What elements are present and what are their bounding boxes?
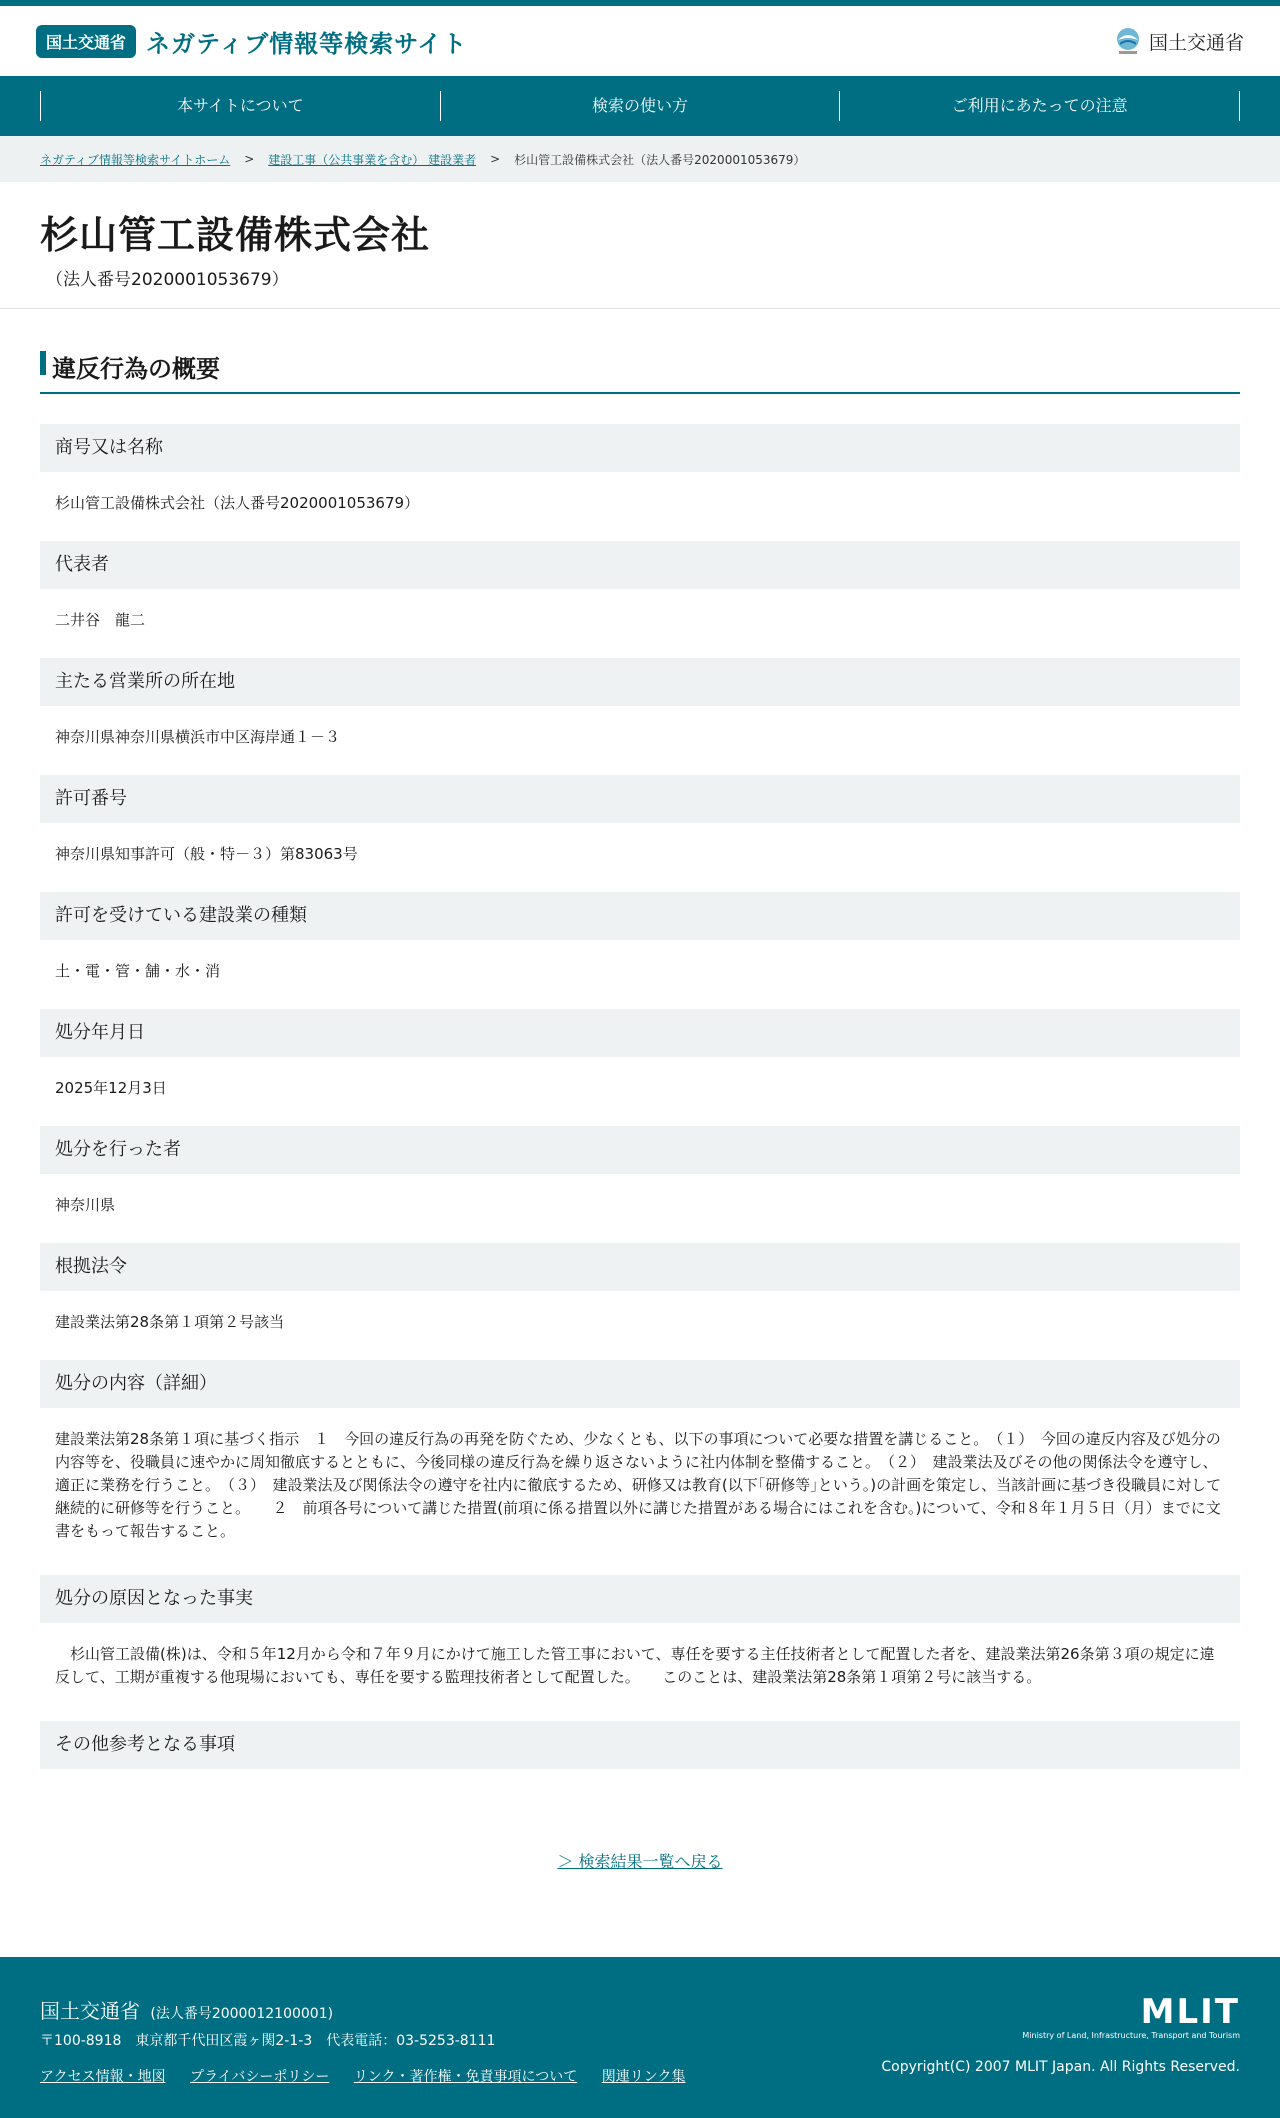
field-value-license-number: 神奈川県知事許可（般・特－３）第83063号 [55,845,358,863]
global-nav [0,76,1280,136]
field-value-main-office: 神奈川県神奈川県横浜市中区海岸通１－３ [55,728,341,746]
footer-link-copyright[interactable]: リンク・著作権・免責事項について [353,2069,578,2085]
nav-item-notes[interactable]: ご利用にあたっての注意 [839,91,1240,121]
field-label-disposition-date: 処分年月日 [40,1009,1240,1057]
nav-item-about[interactable]: 本サイトについて [40,91,440,121]
main-content [0,309,1280,1872]
field-label-disposing-authority: 処分を行った者 [40,1126,1240,1174]
field-label-other-notes: その他参考となる事項 [40,1721,1240,1769]
field-label-main-office: 主たる営業所の所在地 [40,658,1240,706]
breadcrumb-separator: > [244,152,255,166]
site-brand[interactable] [36,24,467,59]
ministry-logo[interactable] [1113,26,1244,56]
mlit-logo-text: MLIT [1140,1992,1240,2032]
site-title: ネガティブ情報等検索サイト [146,29,468,58]
field-value-trade-name: 杉山管工設備株式会社（法人番号2020001053679） [55,494,420,512]
site-footer [0,1957,1280,2118]
field-label-trade-name: 商号又は名称 [40,424,1240,472]
breadcrumb-home-link[interactable]: ネガティブ情報等検索サイトホーム [40,152,231,167]
field-label-disposition-details: 処分の内容（詳細） [40,1360,1240,1408]
section-heading: 違反行為の概要 [40,349,1240,394]
breadcrumb [0,136,1280,182]
ministry-emblem-icon [1113,26,1143,56]
corporate-number: （法人番号2020001053679） [46,270,289,290]
page-title-block [0,182,1280,309]
footer-link-privacy[interactable]: プライバシーポリシー [190,2069,330,2085]
field-value-representative: 二井谷 龍二 [55,611,146,629]
footer-org-number: (法人番号2000012100001) [150,2006,334,2022]
breadcrumb-separator: > [490,152,501,166]
detail-list [40,424,1240,1769]
footer-org-name: 国土交通省 [40,1999,140,2023]
field-label-license-number: 許可番号 [40,775,1240,823]
field-value-cause-facts: 杉山管工設備(株)は、令和５年12月から令和７年９月にかけて施工した管工事において、専任を要する主任技術者として配置した者を、建設業法第26条第３項の規定に違反して、工期が重複する他現場においても、専任を要する監理技術者として配置した。 このことは、建設業法第28条第１項第２号に該当する。 [55,1645,1215,1686]
site-header [0,6,1280,76]
footer-link-related[interactable]: 関連リンク集 [601,2069,686,2085]
field-label-cause-facts: 処分の原因となった事実 [40,1575,1240,1623]
mlit-logo [1022,1992,1240,2040]
footer-link-access[interactable]: アクセス情報・地図 [40,2069,166,2085]
ministry-logo-text: 国土交通省 [1148,31,1244,54]
field-label-business-types: 許可を受けている建設業の種類 [40,892,1240,940]
back-link-container [40,1849,1240,1872]
breadcrumb-category-link[interactable]: 建設工事（公共事業を含む） 建設業者 [268,152,477,167]
field-value-disposition-date: 2025年12月3日 [55,1079,167,1097]
mlit-logo-subtitle: Ministry of Land, Infrastructure, Transport and Tourism [1022,2031,1240,2040]
field-label-legal-basis: 根拠法令 [40,1243,1240,1291]
field-value-disposition-details: 建設業法第28条第１項に基づく指示 １ 今回の違反行為の再発を防ぐため、少なくとも、以下の事項について必要な措置を講じること。 （１） 今回の違反内容及び処分の内容等を、役職員に速やかに周知徹底するとともに、今後同様の違反行為を繰り返さないように社内体制を整備すること。 （２） 建設業法及びその他の関係法令を遵守し、適正に業務を行うこと。 （３） 建設業法及び関係法令の遵守を社内に徹底するため、研修又は教育(以下｢研修等｣という。)の計画を策定し、当該計画に基づき役職員に対して継続的に研修等を行うこと。 ２ 前項各号について講じた措置(前項に係る措置以外に講じた措置がある場合にはこれを含む｡)について、令和８年１月５日（月）までに文書をもって報告すること。 [55,1430,1222,1540]
breadcrumb-current: 杉山管工設備株式会社（法人番号2020001053679） [514,152,806,167]
field-value-disposing-authority: 神奈川県 [55,1196,116,1214]
page-title: 杉山管工設備株式会社 [40,213,431,257]
field-label-representative: 代表者 [40,541,1240,589]
nav-item-how-to-search[interactable]: 検索の使い方 [440,91,840,121]
copyright: Copyright(C) 2007 MLIT Japan. All Rights Reserved. [881,2059,1240,2075]
field-value-business-types: 土・電・管・舗・水・消 [55,962,221,980]
back-to-results-link[interactable]: ＞ 検索結果一覧へ戻る [557,1852,723,1871]
field-value-legal-basis: 建設業法第28条第１項第２号該当 [55,1313,285,1331]
footer-address: 〒100-8918 東京都千代田区霞ヶ関2-1-3 代表電話：03-5253-8111 [40,2033,496,2049]
ministry-badge: 国土交通省 [36,25,136,58]
